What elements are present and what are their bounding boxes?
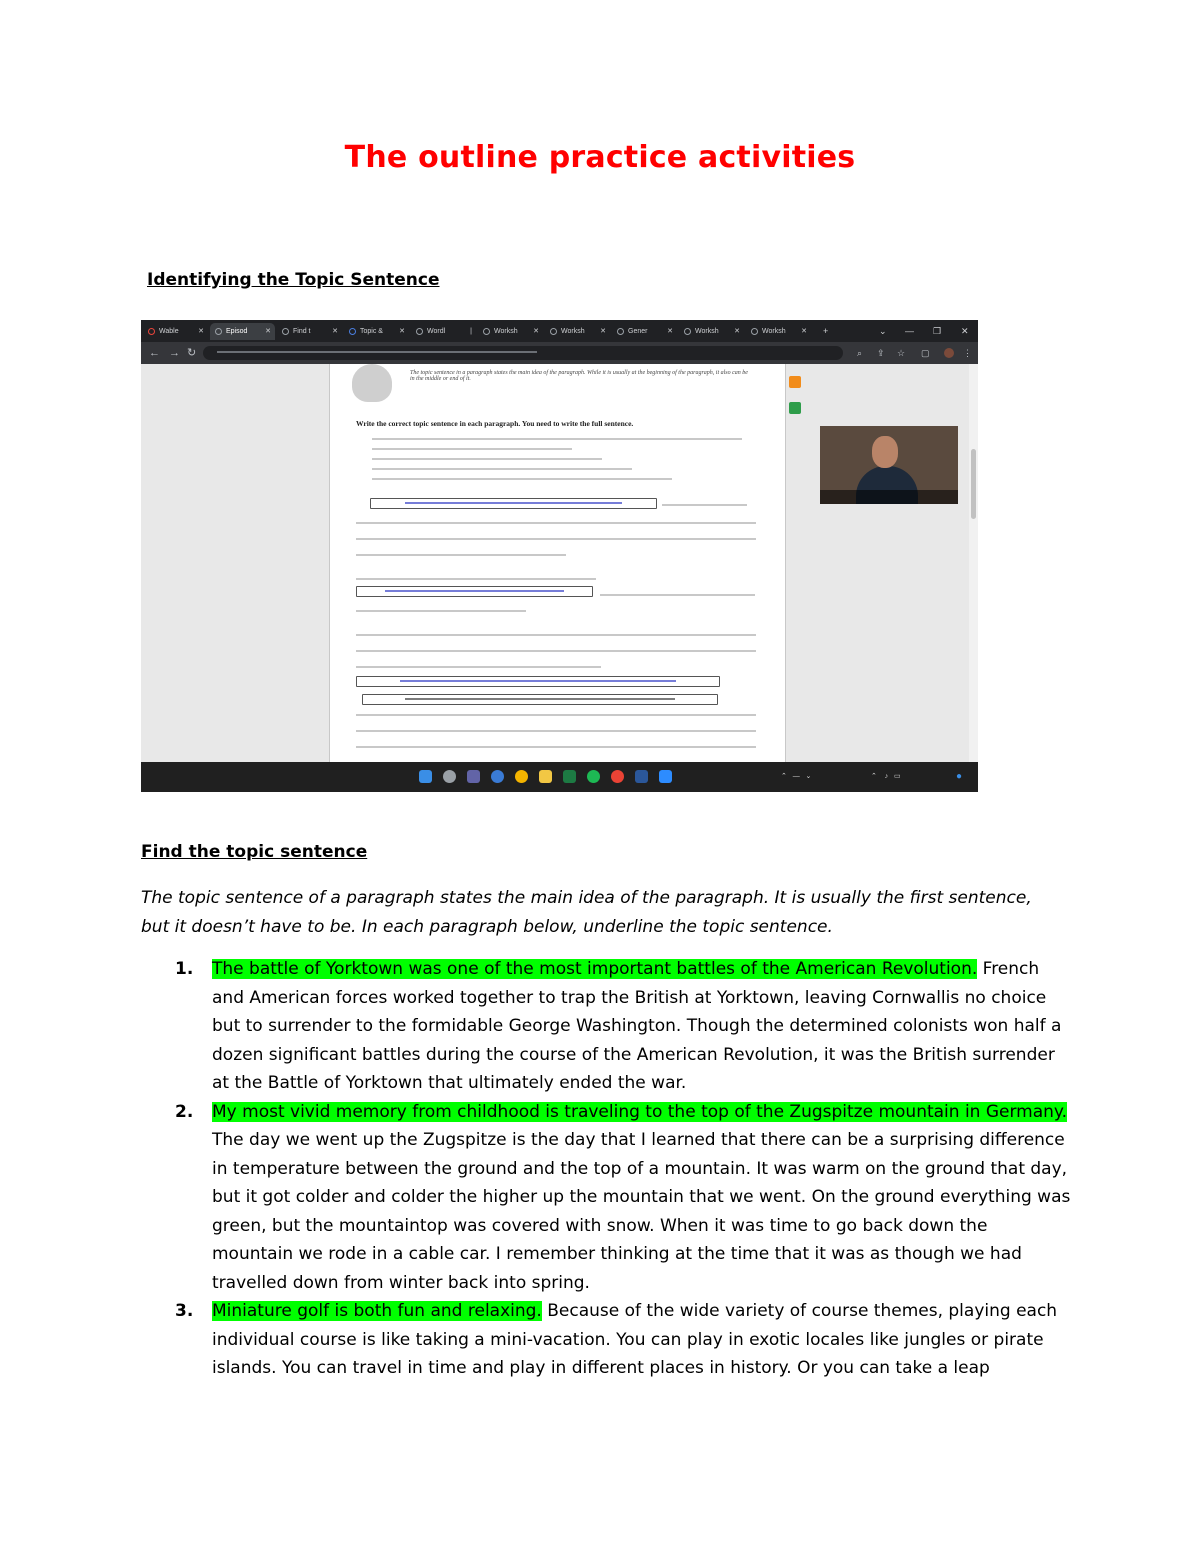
tab-label: Worksh xyxy=(494,328,518,335)
text-line xyxy=(600,594,755,596)
spotify-icon xyxy=(587,770,600,783)
start-icon xyxy=(419,770,432,783)
browser-tab xyxy=(545,323,610,340)
edge-icon xyxy=(491,770,504,783)
list-item xyxy=(141,955,1071,1098)
text-line xyxy=(356,578,596,580)
text-line xyxy=(372,478,672,480)
browser-tab-active xyxy=(210,323,275,340)
text-line xyxy=(662,504,747,506)
paragraph-body: French and American forces worked together to trap the British at Yorktown, leaving Cornwallis no choice but to surrender to the formidable George Washington. Though the determined colonists won half a dozen significant battles during the course of the American Revolution, it was the British surrender at the Battle of Yorktown that ultimately ended the war. xyxy=(212,959,1062,1093)
text-line xyxy=(356,714,756,716)
tab-label: Find t xyxy=(293,328,311,335)
new-tab-icon: + xyxy=(823,326,829,336)
text-line xyxy=(356,634,756,636)
close-icon: ✕ xyxy=(533,328,539,335)
browser-tab xyxy=(478,323,543,340)
close-icon: ✕ xyxy=(667,328,673,335)
item-number: 3. xyxy=(175,1301,194,1321)
chevron-down-icon: ⌄ xyxy=(879,326,887,336)
paragraph-list xyxy=(141,955,1071,1383)
tab-label: Wable xyxy=(159,328,179,335)
close-icon: ✕ xyxy=(600,328,606,335)
worksheet-heading: Write the correct topic sentence in each paragraph. You need to write the full sentence. xyxy=(356,419,634,428)
excel-icon xyxy=(563,770,576,783)
chrome-icon xyxy=(515,770,528,783)
search-icon xyxy=(443,770,456,783)
windows-taskbar xyxy=(141,762,978,792)
share-icon: ⇪ xyxy=(877,348,885,358)
reload-icon: ↻ xyxy=(187,347,197,359)
save-icon xyxy=(789,402,801,414)
address-bar xyxy=(203,346,843,360)
section-heading-identifying: Identifying the Topic Sentence xyxy=(147,270,440,290)
person-face xyxy=(872,436,898,468)
browser-content xyxy=(141,364,978,762)
close-icon: | xyxy=(470,328,472,335)
close-icon: ✕ xyxy=(399,328,405,335)
item-number: 1. xyxy=(175,959,194,979)
section-heading-find: Find the topic sentence xyxy=(141,842,368,862)
close-icon: ✕ xyxy=(265,328,271,335)
text-line xyxy=(356,554,566,556)
text-line xyxy=(372,448,572,450)
zoom-icon xyxy=(659,770,672,783)
scrollbar xyxy=(969,364,978,762)
tab-label: Topic & xyxy=(360,328,383,335)
text-line xyxy=(356,522,756,524)
browser-tab xyxy=(746,323,811,340)
text-line xyxy=(372,438,742,440)
video-call-overlay xyxy=(820,426,958,504)
back-arrow-icon: ← xyxy=(149,347,160,359)
chrome-icon xyxy=(611,770,624,783)
embedded-screenshot xyxy=(141,320,978,792)
forward-arrow-icon: → xyxy=(169,347,180,359)
close-icon: ✕ xyxy=(801,328,807,335)
video-controls-bar xyxy=(820,490,958,504)
item-number: 2. xyxy=(175,1101,194,1122)
list-item xyxy=(141,1098,1071,1298)
answer-box-2 xyxy=(356,586,593,597)
browser-toolbar xyxy=(141,342,978,364)
instructions-paragraph: The topic sentence of a paragraph states the main idea of the paragraph. It is usually the first sentence, but it doesn’t have to be. In each paragraph below, underline the topic sentence. xyxy=(141,888,1032,937)
bookmark-icon xyxy=(789,376,801,388)
paragraph-body: The day we went up the Zugspitze is the day that I learned that there can be a surprising difference in temperature between the ground and the top of a mountain. It was warm on the ground that day, but it got colder and colder the higher up the mountain that we went. On the ground everything was green, but the mountaintop was covered with snow. When it was time to go back down the mountain we rode in a cable car. I remember thinking at the time that it was as though we had travelled down from winter back into spring. xyxy=(212,1130,1071,1293)
worksheet-instructions: The topic sentence in a paragraph states the main idea of the paragraph. While it is usually at the beginning of the paragraph, it also can be in the middle or end of it. xyxy=(410,370,748,382)
text-line xyxy=(372,458,602,460)
answer-box-1 xyxy=(370,498,657,509)
close-icon: ✕ xyxy=(734,328,740,335)
answer-box-3 xyxy=(356,676,720,687)
text-line xyxy=(372,468,632,470)
text-line xyxy=(356,538,756,540)
browser-tab xyxy=(612,323,677,340)
worksheet-page xyxy=(329,364,786,762)
minimize-icon: — xyxy=(905,326,914,336)
avatar xyxy=(944,348,954,358)
tab-label: Wordl xyxy=(427,328,446,335)
list-item xyxy=(141,1297,1071,1383)
teams-icon xyxy=(467,770,480,783)
word-icon xyxy=(635,770,648,783)
answer-box-4 xyxy=(362,694,718,705)
highlighted-topic-sentence: Miniature golf is both fun and relaxing. xyxy=(212,1301,542,1321)
search-icon: ⌕ xyxy=(857,348,863,358)
tab-label: Episod xyxy=(226,328,248,335)
notification-icon: ● xyxy=(956,771,963,782)
highlighted-topic-sentence: My most vivid memory from childhood is traveling to the top of the Zugspitze mountain in Germany. xyxy=(212,1101,1067,1122)
close-window-icon: ✕ xyxy=(961,326,969,336)
text-line xyxy=(356,746,756,748)
browser-tab xyxy=(679,323,744,340)
tab-label: Gener xyxy=(628,328,648,335)
tab-label: Worksh xyxy=(561,328,585,335)
paragraph-body: Because of the wide variety of course themes, playing each individual course is like taking a mini-vacation. You can play in exotic locales like jungles or pirate islands. You can travel in time and play in different places in history. Or you can take a leap xyxy=(212,1301,1058,1378)
browser-tab xyxy=(344,323,409,340)
menu-icon: ⋮ xyxy=(963,348,972,358)
close-icon: ✕ xyxy=(332,328,338,335)
text-line xyxy=(356,730,756,732)
browser-tab xyxy=(143,323,208,340)
system-tray: ⌃ ♪ ▭ xyxy=(871,773,901,780)
tray-icons: ⌃ — ⌄ xyxy=(781,773,812,780)
browser-tab xyxy=(411,323,476,340)
document-title: The outline practice activities xyxy=(344,140,856,175)
sidebar-icon: ▢ xyxy=(921,348,930,358)
browser-tab-bar xyxy=(141,320,978,342)
folder-icon xyxy=(539,770,552,783)
tab-label: Worksh xyxy=(695,328,719,335)
close-icon: ✕ xyxy=(198,328,204,335)
text-line xyxy=(356,650,756,652)
maximize-icon: ❐ xyxy=(933,326,942,336)
tab-label: Worksh xyxy=(762,328,786,335)
highlighted-topic-sentence: The battle of Yorktown was one of the most important battles of the American Revolution. xyxy=(212,959,978,979)
browser-tab xyxy=(277,323,342,340)
figure-illustration xyxy=(352,364,392,402)
star-icon: ☆ xyxy=(897,348,906,358)
text-line xyxy=(356,610,526,612)
text-line xyxy=(356,666,601,668)
